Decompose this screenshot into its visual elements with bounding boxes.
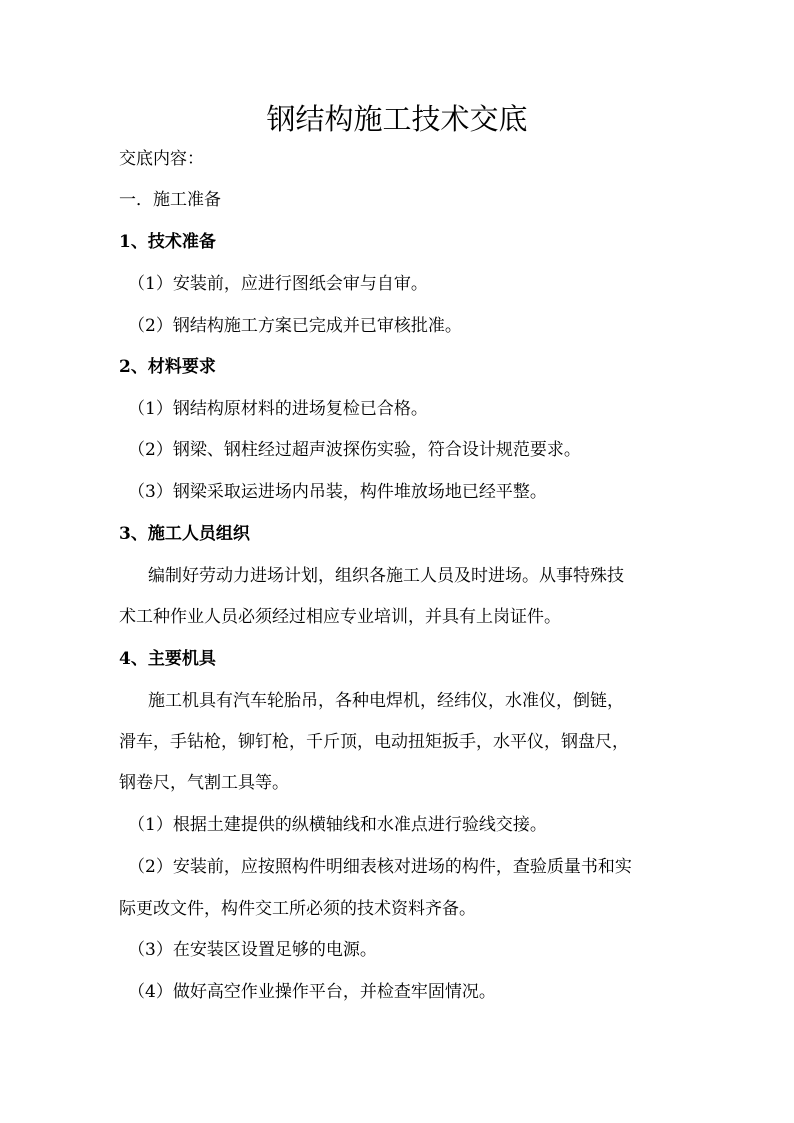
list-item: （4）做好高空作业操作平台，并检查牢固情况。 — [128, 982, 496, 1002]
list-item: （1）根据土建提供的纵横轴线和水准点进行验线交接。 — [128, 815, 547, 835]
subsection-heading: 2、材料要求 — [119, 357, 216, 377]
intro-label: 交底内容： — [119, 149, 204, 169]
document-title: 钢结构施工技术交底 — [266, 102, 528, 136]
list-item: （2）钢结构施工方案已完成并已审核批准。 — [128, 316, 462, 336]
list-item: （2）安装前，应按照构件明细表核对进场的构件，查验质量书和实 — [128, 857, 632, 877]
list-item: （3）钢梁采取运进场内吊装，构件堆放场地已经平整。 — [128, 482, 547, 502]
paragraph-line: 滑车，手钻枪，铆钉枪，千斤顶，电动扭矩扳手，水平仪，钢盘尺， — [119, 732, 629, 752]
paragraph-line: 术工种作业人员必须经过相应专业培训，并具有上岗证件。 — [119, 607, 561, 627]
paragraph-line: 钢卷尺，气割工具等。 — [119, 773, 289, 793]
subsection-heading: 3、施工人员组织 — [119, 524, 250, 544]
paragraph-line: 编制好劳动力进场计划，组织各施工人员及时进场。从事特殊技 — [148, 566, 624, 586]
list-item: （1）安装前，应进行图纸会审与自审。 — [128, 274, 428, 294]
list-item: （3）在安装区设置足够的电源。 — [128, 940, 377, 960]
subsection-heading: 1、技术准备 — [119, 232, 216, 252]
paragraph-line: 施工机具有汽车轮胎吊，各种电焊机，经纬仪，水准仪，倒链， — [148, 691, 624, 711]
paragraph-line: 际更改文件，构件交工所必须的技术资料齐备。 — [119, 899, 476, 919]
list-item: （2）钢梁、钢柱经过超声波探伤实验，符合设计规范要求。 — [128, 440, 581, 460]
list-item: （1）钢结构原材料的进场复检已合格。 — [128, 399, 428, 419]
section-heading: 一．施工准备 — [119, 190, 221, 210]
subsection-heading: 4、主要机具 — [119, 649, 216, 669]
